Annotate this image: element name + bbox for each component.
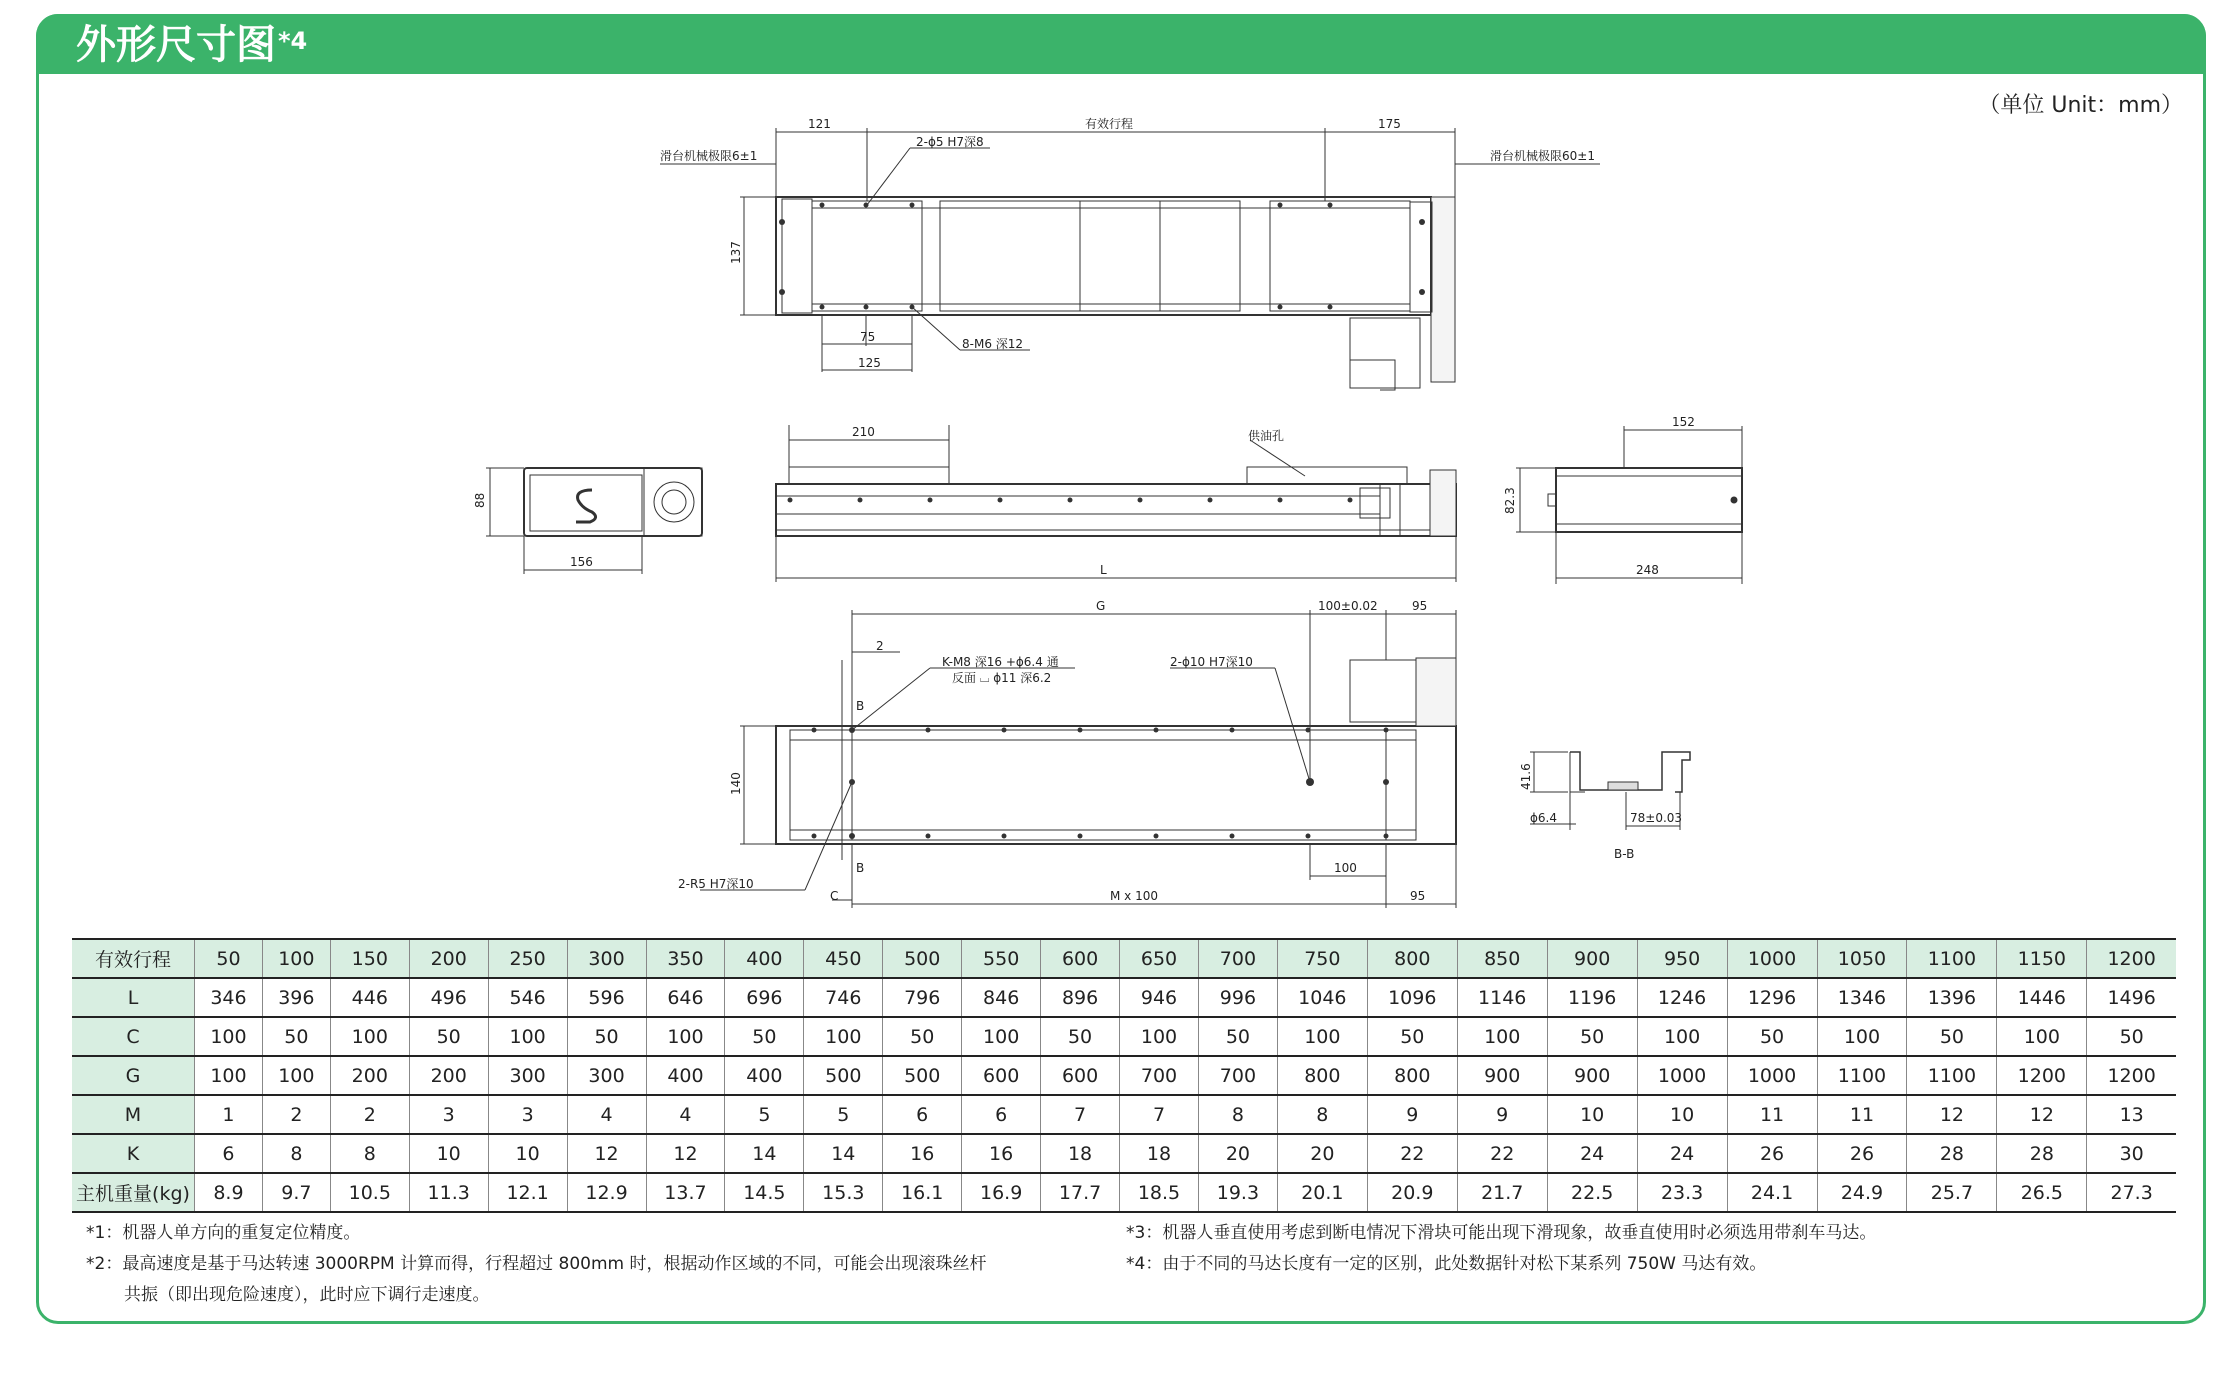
table-cell: 3 [409,1095,488,1134]
svg-text:95: 95 [1410,889,1426,903]
table-cell: 600 [1041,939,1120,978]
table-cell: 50 [409,1017,488,1056]
page-title: 外形尺寸图$^{*4}$ [76,22,308,68]
svg-text:41.6: 41.6 [1519,763,1533,790]
table-cell: 350 [646,939,725,978]
svg-text:210: 210 [852,425,875,439]
row-label: 主机重量(kg) [72,1173,195,1212]
svg-text:2-R5 H7深10: 2-R5 H7深10 [678,877,754,891]
table-cell: 746 [804,978,883,1017]
table-row [72,1056,2176,1095]
note-1: *1：机器人单方向的重复定位精度。 [86,1223,361,1243]
svg-text:95: 95 [1412,599,1428,613]
table-cell: 12 [567,1134,646,1173]
svg-text:100±0.02: 100±0.02 [1318,599,1378,613]
table-cell: 100 [1277,1017,1367,1056]
table-row [72,939,2176,978]
table-cell: 400 [646,1056,725,1095]
table-cell: 14 [725,1134,804,1173]
table-cell: 50 [195,939,263,978]
table-cell: 18.5 [1120,1173,1199,1212]
table-cell: 50 [1367,1017,1457,1056]
table-cell: 30 [2087,1134,2176,1173]
table-cell: 8 [262,1134,330,1173]
row-label: C [72,1017,195,1056]
table-cell: 1100 [1817,1056,1907,1095]
table-cell: 446 [330,978,409,1017]
table-cell: 24 [1637,1134,1727,1173]
table-cell: 22.5 [1547,1173,1637,1212]
notes-right [1126,1218,1876,1280]
table-cell: 24 [1547,1134,1637,1173]
table-cell: 10 [1547,1095,1637,1134]
svg-text:有效行程: 有效行程 [1085,117,1134,131]
table-cell: 1200 [2087,939,2176,978]
table-cell: 50 [2087,1017,2176,1056]
svg-text:G: G [1096,599,1106,613]
table-cell: 19.3 [1198,1173,1277,1212]
svg-text:125: 125 [858,356,881,370]
table-cell: 100 [1120,1017,1199,1056]
table-cell: 1200 [1997,1056,2087,1095]
table-cell: 1496 [2087,978,2176,1017]
svg-text:156: 156 [570,555,593,569]
table-cell: 100 [962,1017,1041,1056]
table-cell: 11 [1817,1095,1907,1134]
table-cell: 100 [195,1056,263,1095]
table-cell: 27.3 [2087,1173,2176,1212]
table-cell: 13.7 [646,1173,725,1212]
table-cell: 12 [1997,1095,2087,1134]
table-cell: 800 [1367,1056,1457,1095]
table-cell: 50 [1547,1017,1637,1056]
table-cell: 200 [330,1056,409,1095]
table-cell: 1046 [1277,978,1367,1017]
table-cell: 22 [1457,1134,1547,1173]
table-cell: 28 [1997,1134,2087,1173]
table-cell: 1196 [1547,978,1637,1017]
table-cell: 200 [409,1056,488,1095]
svg-text:8-M6 深12: 8-M6 深12 [962,337,1024,351]
table-cell: 7 [1120,1095,1199,1134]
svg-text:100: 100 [1334,861,1357,875]
table-cell: 1000 [1637,1056,1727,1095]
svg-text:137: 137 [729,241,743,264]
note-3: *3：机器人垂直使用考虑到断电情况下滑块可能出现下滑现象，故垂直使用时必须选用带刹车马达。 [1126,1223,1877,1243]
table-cell: 700 [1198,1056,1277,1095]
note-2b: 共振（即出现危险速度），此时应下调行走速度。 [124,1285,490,1305]
row-label: L [72,978,195,1017]
svg-text:2-ϕ10 H7深10: 2-ϕ10 H7深10 [1170,655,1253,669]
table-cell: 50 [1727,1017,1817,1056]
table-cell: 28 [1907,1134,1997,1173]
table-row [72,1017,2176,1056]
table-cell: 20.9 [1367,1173,1457,1212]
table-cell: 50 [883,1017,962,1056]
table-cell: 8 [330,1134,409,1173]
table-cell: 396 [262,978,330,1017]
table-cell: 8 [1277,1095,1367,1134]
table-cell: 1 [195,1095,263,1134]
table-cell: 646 [646,978,725,1017]
table-cell: 100 [330,1017,409,1056]
table-cell: 25.7 [1907,1173,1997,1212]
table-cell: 750 [1277,939,1367,978]
table-cell: 50 [725,1017,804,1056]
table-cell: 500 [804,1056,883,1095]
svg-text:B-B: B-B [1614,847,1635,861]
svg-text:M x 100: M x 100 [1110,889,1158,903]
table-row [72,978,2176,1017]
table-cell: 24.9 [1817,1173,1907,1212]
svg-text:B: B [856,861,865,875]
table-cell: 700 [1120,1056,1199,1095]
table-cell: 26 [1817,1134,1907,1173]
table-cell: 16.9 [962,1173,1041,1212]
table-cell: 11 [1727,1095,1817,1134]
spec-table [72,938,2176,1213]
unit-note: （单位 Unit：mm） [1978,93,2183,118]
row-label: 有效行程 [72,939,195,978]
table-cell: 16 [962,1134,1041,1173]
table-cell: 9 [1457,1095,1547,1134]
table-cell: 10 [1637,1095,1727,1134]
table-cell: 12.1 [488,1173,567,1212]
table-cell: 1000 [1727,1056,1817,1095]
table-cell: 150 [330,939,409,978]
table-cell: 26.5 [1997,1173,2087,1212]
svg-text:88: 88 [473,492,487,508]
table-cell: 5 [725,1095,804,1134]
table-cell: 1396 [1907,978,1997,1017]
table-cell: 596 [567,978,646,1017]
table-cell: 100 [1637,1017,1727,1056]
table-cell: 8 [1198,1095,1277,1134]
table-cell: 6 [883,1095,962,1134]
table-cell: 500 [883,1056,962,1095]
table-cell: 14 [804,1134,883,1173]
table-cell: 200 [409,939,488,978]
table-cell: 450 [804,939,883,978]
table-cell: 650 [1120,939,1199,978]
table-cell: 4 [567,1095,646,1134]
svg-text:滑台机械极限6±1: 滑台机械极限6±1 [660,149,758,163]
table-cell: 900 [1547,939,1637,978]
note-4: *4：由于不同的马达长度有一定的区别，此处数据针对松下某系列 750W 马达有效。 [1126,1254,1767,1274]
table-cell: 1096 [1367,978,1457,1017]
table-cell: 100 [488,1017,567,1056]
table-cell: 50 [262,1017,330,1056]
top-view [660,117,1600,390]
table-cell: 1100 [1907,939,1997,978]
table-cell: 100 [262,1056,330,1095]
table-cell: 346 [195,978,263,1017]
table-cell: 12 [646,1134,725,1173]
table-cell: 100 [646,1017,725,1056]
table-cell: 250 [488,939,567,978]
end-view-right [1503,415,1742,584]
table-cell: 1146 [1457,978,1547,1017]
table-cell: 1246 [1637,978,1727,1017]
table-cell: 21.7 [1457,1173,1547,1212]
table-cell: 16 [883,1134,962,1173]
table-cell: 900 [1547,1056,1637,1095]
table-cell: 600 [962,1056,1041,1095]
table-cell: 6 [962,1095,1041,1134]
table-cell: 9.7 [262,1173,330,1212]
table-cell: 18 [1120,1134,1199,1173]
table-cell: 1446 [1997,978,2087,1017]
svg-text:滑台机械极限60±1: 滑台机械极限60±1 [1490,149,1595,163]
table-cell: 496 [409,978,488,1017]
table-cell: 2 [330,1095,409,1134]
table-cell: 600 [1041,1056,1120,1095]
table-row [72,1095,2176,1134]
table-cell: 5 [804,1095,883,1134]
table-cell: 26 [1727,1134,1817,1173]
table-cell: 18 [1041,1134,1120,1173]
svg-text:248: 248 [1636,563,1659,577]
end-view-left [473,468,702,574]
table-cell: 896 [1041,978,1120,1017]
svg-text:K-M8 深16 +ϕ6.4 通: K-M8 深16 +ϕ6.4 通 [942,655,1059,669]
table-cell: 4 [646,1095,725,1134]
row-label: G [72,1056,195,1095]
table-cell: 10 [409,1134,488,1173]
table-cell: 16.1 [883,1173,962,1212]
table-cell: 12 [1907,1095,1997,1134]
table-cell: 100 [804,1017,883,1056]
table-cell: 50 [1907,1017,1997,1056]
table-cell: 20.1 [1277,1173,1367,1212]
table-cell: 700 [1198,939,1277,978]
svg-text:140: 140 [729,772,743,795]
table-cell: 1200 [2087,1056,2176,1095]
table-cell: 50 [567,1017,646,1056]
table-cell: 546 [488,978,567,1017]
table-cell: 15.3 [804,1173,883,1212]
svg-text:反面 ⌴ ϕ11 深6.2: 反面 ⌴ ϕ11 深6.2 [952,671,1052,685]
table-cell: 1100 [1907,1056,1997,1095]
table-cell: 796 [883,978,962,1017]
table-cell: 1050 [1817,939,1907,978]
table-cell: 8.9 [195,1173,263,1212]
table-cell: 22 [1367,1134,1457,1173]
table-cell: 800 [1367,939,1457,978]
table-cell: 100 [195,1017,263,1056]
table-cell: 300 [567,1056,646,1095]
table-cell: 100 [1817,1017,1907,1056]
table-cell: 9 [1367,1095,1457,1134]
table-cell: 400 [725,1056,804,1095]
table-cell: 1150 [1997,939,2087,978]
svg-text:ϕ6.4: ϕ6.4 [1530,811,1557,825]
table-cell: 7 [1041,1095,1120,1134]
table-cell: 300 [488,1056,567,1095]
svg-text:75: 75 [860,330,876,344]
table-cell: 500 [883,939,962,978]
table-cell: 1296 [1727,978,1817,1017]
svg-text:L: L [1100,563,1107,577]
table-cell: 946 [1120,978,1199,1017]
table-cell: 1346 [1817,978,1907,1017]
svg-text:78±0.03: 78±0.03 [1630,811,1683,825]
table-cell: 50 [1041,1017,1120,1056]
table-cell: 3 [488,1095,567,1134]
table-cell: 550 [962,939,1041,978]
table-cell: 800 [1277,1056,1367,1095]
table-cell: 900 [1457,1056,1547,1095]
table-cell: 846 [962,978,1041,1017]
table-cell: 50 [1198,1017,1277,1056]
table-cell: 11.3 [409,1173,488,1212]
row-label: K [72,1134,195,1173]
bottom-view [678,599,1456,908]
table-cell: 17.7 [1041,1173,1120,1212]
table-cell: 300 [567,939,646,978]
table-cell: 14.5 [725,1173,804,1212]
svg-text:121: 121 [808,117,831,131]
side-view [776,425,1456,582]
svg-text:175: 175 [1378,117,1401,131]
table-cell: 2 [262,1095,330,1134]
svg-text:供油孔: 供油孔 [1248,429,1285,443]
table-cell: 950 [1637,939,1727,978]
svg-text:2-ϕ5 H7深8: 2-ϕ5 H7深8 [916,135,984,149]
table-cell: 696 [725,978,804,1017]
section-view [1519,752,1690,861]
table-cell: 20 [1277,1134,1367,1173]
table-cell: 23.3 [1637,1173,1727,1212]
table-cell: 100 [262,939,330,978]
note-2: *2：最高速度是基于马达转速 3000RPM 计算而得，行程超过 800mm 时，根据动作区域的不同，可能会出现滚珠丝杆 [86,1254,987,1274]
table-cell: 12.9 [567,1173,646,1212]
table-cell: 24.1 [1727,1173,1817,1212]
table-cell: 400 [725,939,804,978]
svg-text:82.3: 82.3 [1503,487,1517,514]
svg-text:B: B [856,699,865,713]
table-cell: 10 [488,1134,567,1173]
table-row [72,1173,2176,1212]
table-cell: 20 [1198,1134,1277,1173]
table-cell: 100 [1457,1017,1547,1056]
svg-text:C: C [830,889,839,903]
table-cell: 10.5 [330,1173,409,1212]
table-cell: 850 [1457,939,1547,978]
notes-left [86,1218,987,1311]
table-cell: 996 [1198,978,1277,1017]
table-cell: 13 [2087,1095,2176,1134]
table-cell: 6 [195,1134,263,1173]
svg-text:152: 152 [1672,415,1695,429]
table-row [72,1134,2176,1173]
svg-text:2: 2 [876,639,884,653]
table-cell: 1000 [1727,939,1817,978]
table-cell: 100 [1997,1017,2087,1056]
row-label: M [72,1095,195,1134]
